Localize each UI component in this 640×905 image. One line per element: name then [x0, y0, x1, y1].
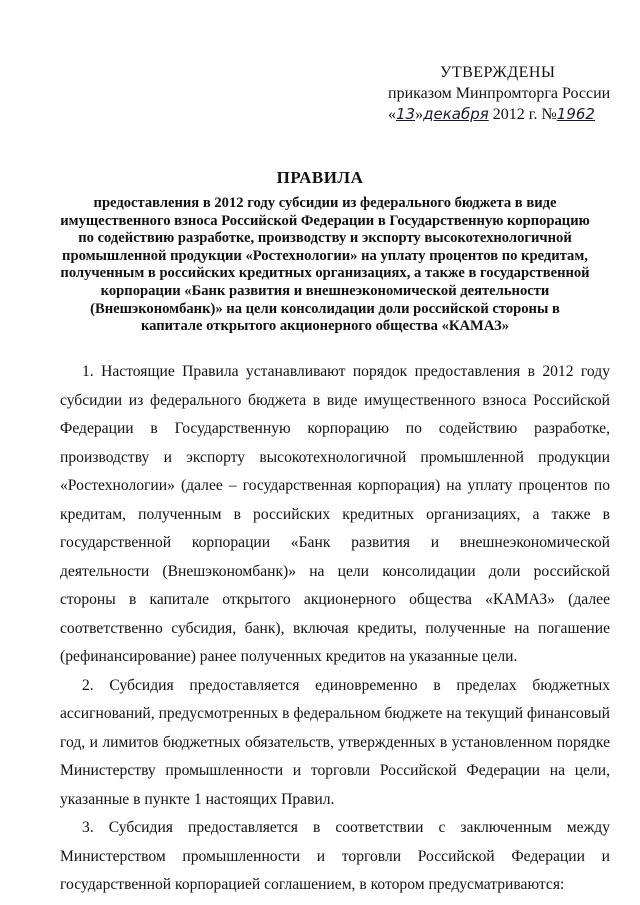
- date-year-text: 2012 г. №: [492, 106, 557, 123]
- document-body: [60, 358, 610, 900]
- order-number: 1962: [556, 105, 595, 123]
- approval-heading: УТВЕРЖДЕНЫ: [440, 64, 556, 81]
- date-close-quote: »: [415, 106, 424, 123]
- approval-date-line: [388, 104, 624, 125]
- paragraph-1: 1. Настоящие Правила устанавливают порядок предоставления в 2012 году субсидии из федерального бюджета в виде имущественного взноса Российской Федерации в Государственную корпорацию по содействию разработке, производству и экспорту высокотехнологичной промышленной продукции «Ростехнологии» (далее – государственная корпорация) на уплату процентов по кредитам, полученным в российских кредитных организациях, а также в государственной корпорации «Банк развития и внешнеэкономической деятельности (Внешэкономбанк)» на цели консолидации доли российской стороны в капитале открытого акционерного общества «КАМАЗ» (далее соответственно субсидия, банк), включая кредиты, полученные на погашение (рефинансирование) ранее полученных кредитов на указанные цели.: [60, 363, 610, 665]
- approval-order-line: приказом Минпромторга России: [388, 85, 611, 102]
- approval-block: [388, 62, 624, 125]
- date-day: 13: [396, 105, 416, 123]
- date-open-quote: «: [388, 106, 396, 123]
- document-title: ПРАВИЛА: [276, 168, 364, 187]
- paragraph-3: 3. Субсидия предоставляется в соответствии с заключенным между Министерством промышленности и торговли Российской Федерации и государственной корпорацией соглашением, в котором предусматриваются:: [60, 819, 610, 893]
- date-month: декабря: [423, 105, 489, 123]
- document-subtitle: предоставления в 2012 году субсидии из федерального бюджета в виде имущественного взноса Российской Федерации в Государственную корпорацию по содействию разработке, производству и экспорту высокотехнологичной промышленной продукции «Ростехнологии» на уплату процентов по кредитам, полученным в российских кредитных организациях, а также в государственной корпорации «Банк развития и внешнеэкономической деятельности (Внешэкономбанк)» на цели консолидации доли российской стороны в капитале открытого акционерного общества «КАМАЗ»: [60, 195, 590, 335]
- paragraph-2: 2. Субсидия предоставляется единовременно в пределах бюджетных ассигнований, предусмотренных в федеральном бюджете на текущий финансовый год, и лимитов бюджетных обязательств, утвержденных в установленном порядке Министерству промышленности и торговли Российской Федерации на цели, указанные в пункте 1 настоящих Правил.: [60, 676, 610, 808]
